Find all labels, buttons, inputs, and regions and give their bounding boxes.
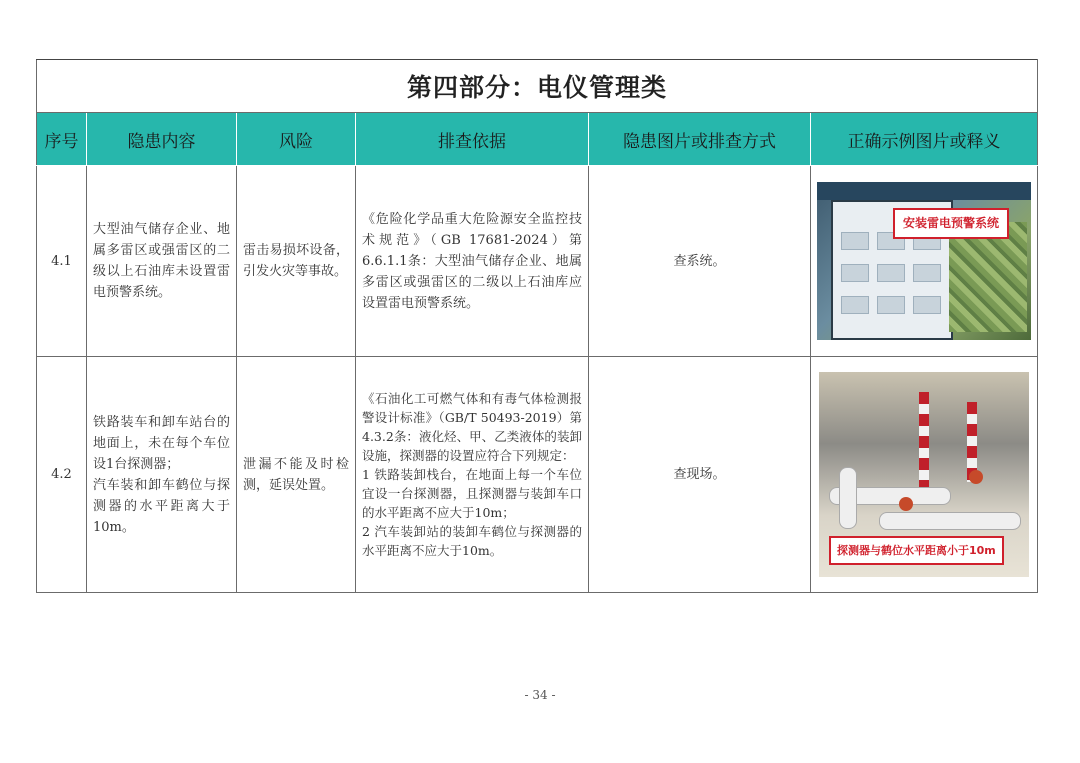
col-header-method: 隐患图片或排查方式 [589, 113, 811, 166]
col-header-example: 正确示例图片或释义 [811, 113, 1038, 166]
risk-cell: 泄漏不能及时检测，延误处置。 [237, 357, 356, 593]
hazard-cell: 大型油气储存企业、地属多雷区或强雷区的二级以上石油库未设置雷电预警系统。 [87, 166, 237, 357]
hazard-cell: 铁路装车和卸车站台的地面上，未在每个车位设1台探测器； 汽车装和卸车鹤位与探测器的水平距离大于10m。 [87, 357, 237, 593]
basis-cell: 《危险化学品重大危险源安全监控技术规范》（GB 17681-2024）第6.6.1.1条：大型油气储存企业、地属多雷区或强雷区的二级以上石油库应设置雷电预警系统。 [356, 166, 589, 357]
valve-icon [899, 497, 913, 511]
col-header-risk: 风险 [237, 113, 356, 166]
pipe [839, 467, 857, 529]
lightning-warning-photo [817, 182, 1031, 340]
example-caption: 探测器与鹤位水平距离小于10m [829, 536, 1004, 565]
table-header [37, 113, 1038, 166]
alarm-pole [919, 392, 929, 492]
hazard-table [36, 59, 1038, 593]
page-number: - 34 - [524, 688, 556, 702]
valve-icon [969, 470, 983, 484]
row-number: 4.2 [37, 357, 87, 593]
col-header-hazard: 隐患内容 [87, 113, 237, 166]
screen-topbar [817, 182, 1031, 200]
example-caption: 安装雷电预警系统 [893, 208, 1009, 239]
method-cell: 查现场。 [589, 357, 811, 593]
col-header-no: 序号 [37, 113, 87, 166]
row-number: 4.1 [37, 166, 87, 357]
basis-cell: 《石油化工可燃气体和有毒气体检测报警设计标准》（GB/T 50493-2019）第4.3.2条：液化烃、甲、乙类液体的装卸设施，探测器的设置应符合下列规定： 1 铁路装卸栈台，在地面上每一个车位宜设一台探测器，且探测器与装卸车口的水平距离不应大于10m； 2 汽车装卸站的装卸车鹤位与探测器的水平距离不应大于10m。 [356, 357, 589, 593]
pipe [879, 512, 1021, 530]
loading-arm-photo [819, 372, 1029, 577]
table-row [37, 357, 1038, 593]
example-cell [811, 166, 1038, 357]
section-title: 第四部分：电仪管理类 [37, 60, 1038, 113]
table-row [37, 166, 1038, 357]
method-cell: 查系统。 [589, 166, 811, 357]
example-cell [811, 357, 1038, 593]
col-header-basis: 排查依据 [356, 113, 589, 166]
risk-cell: 雷击易损坏设备，引发火灾等事故。 [237, 166, 356, 357]
